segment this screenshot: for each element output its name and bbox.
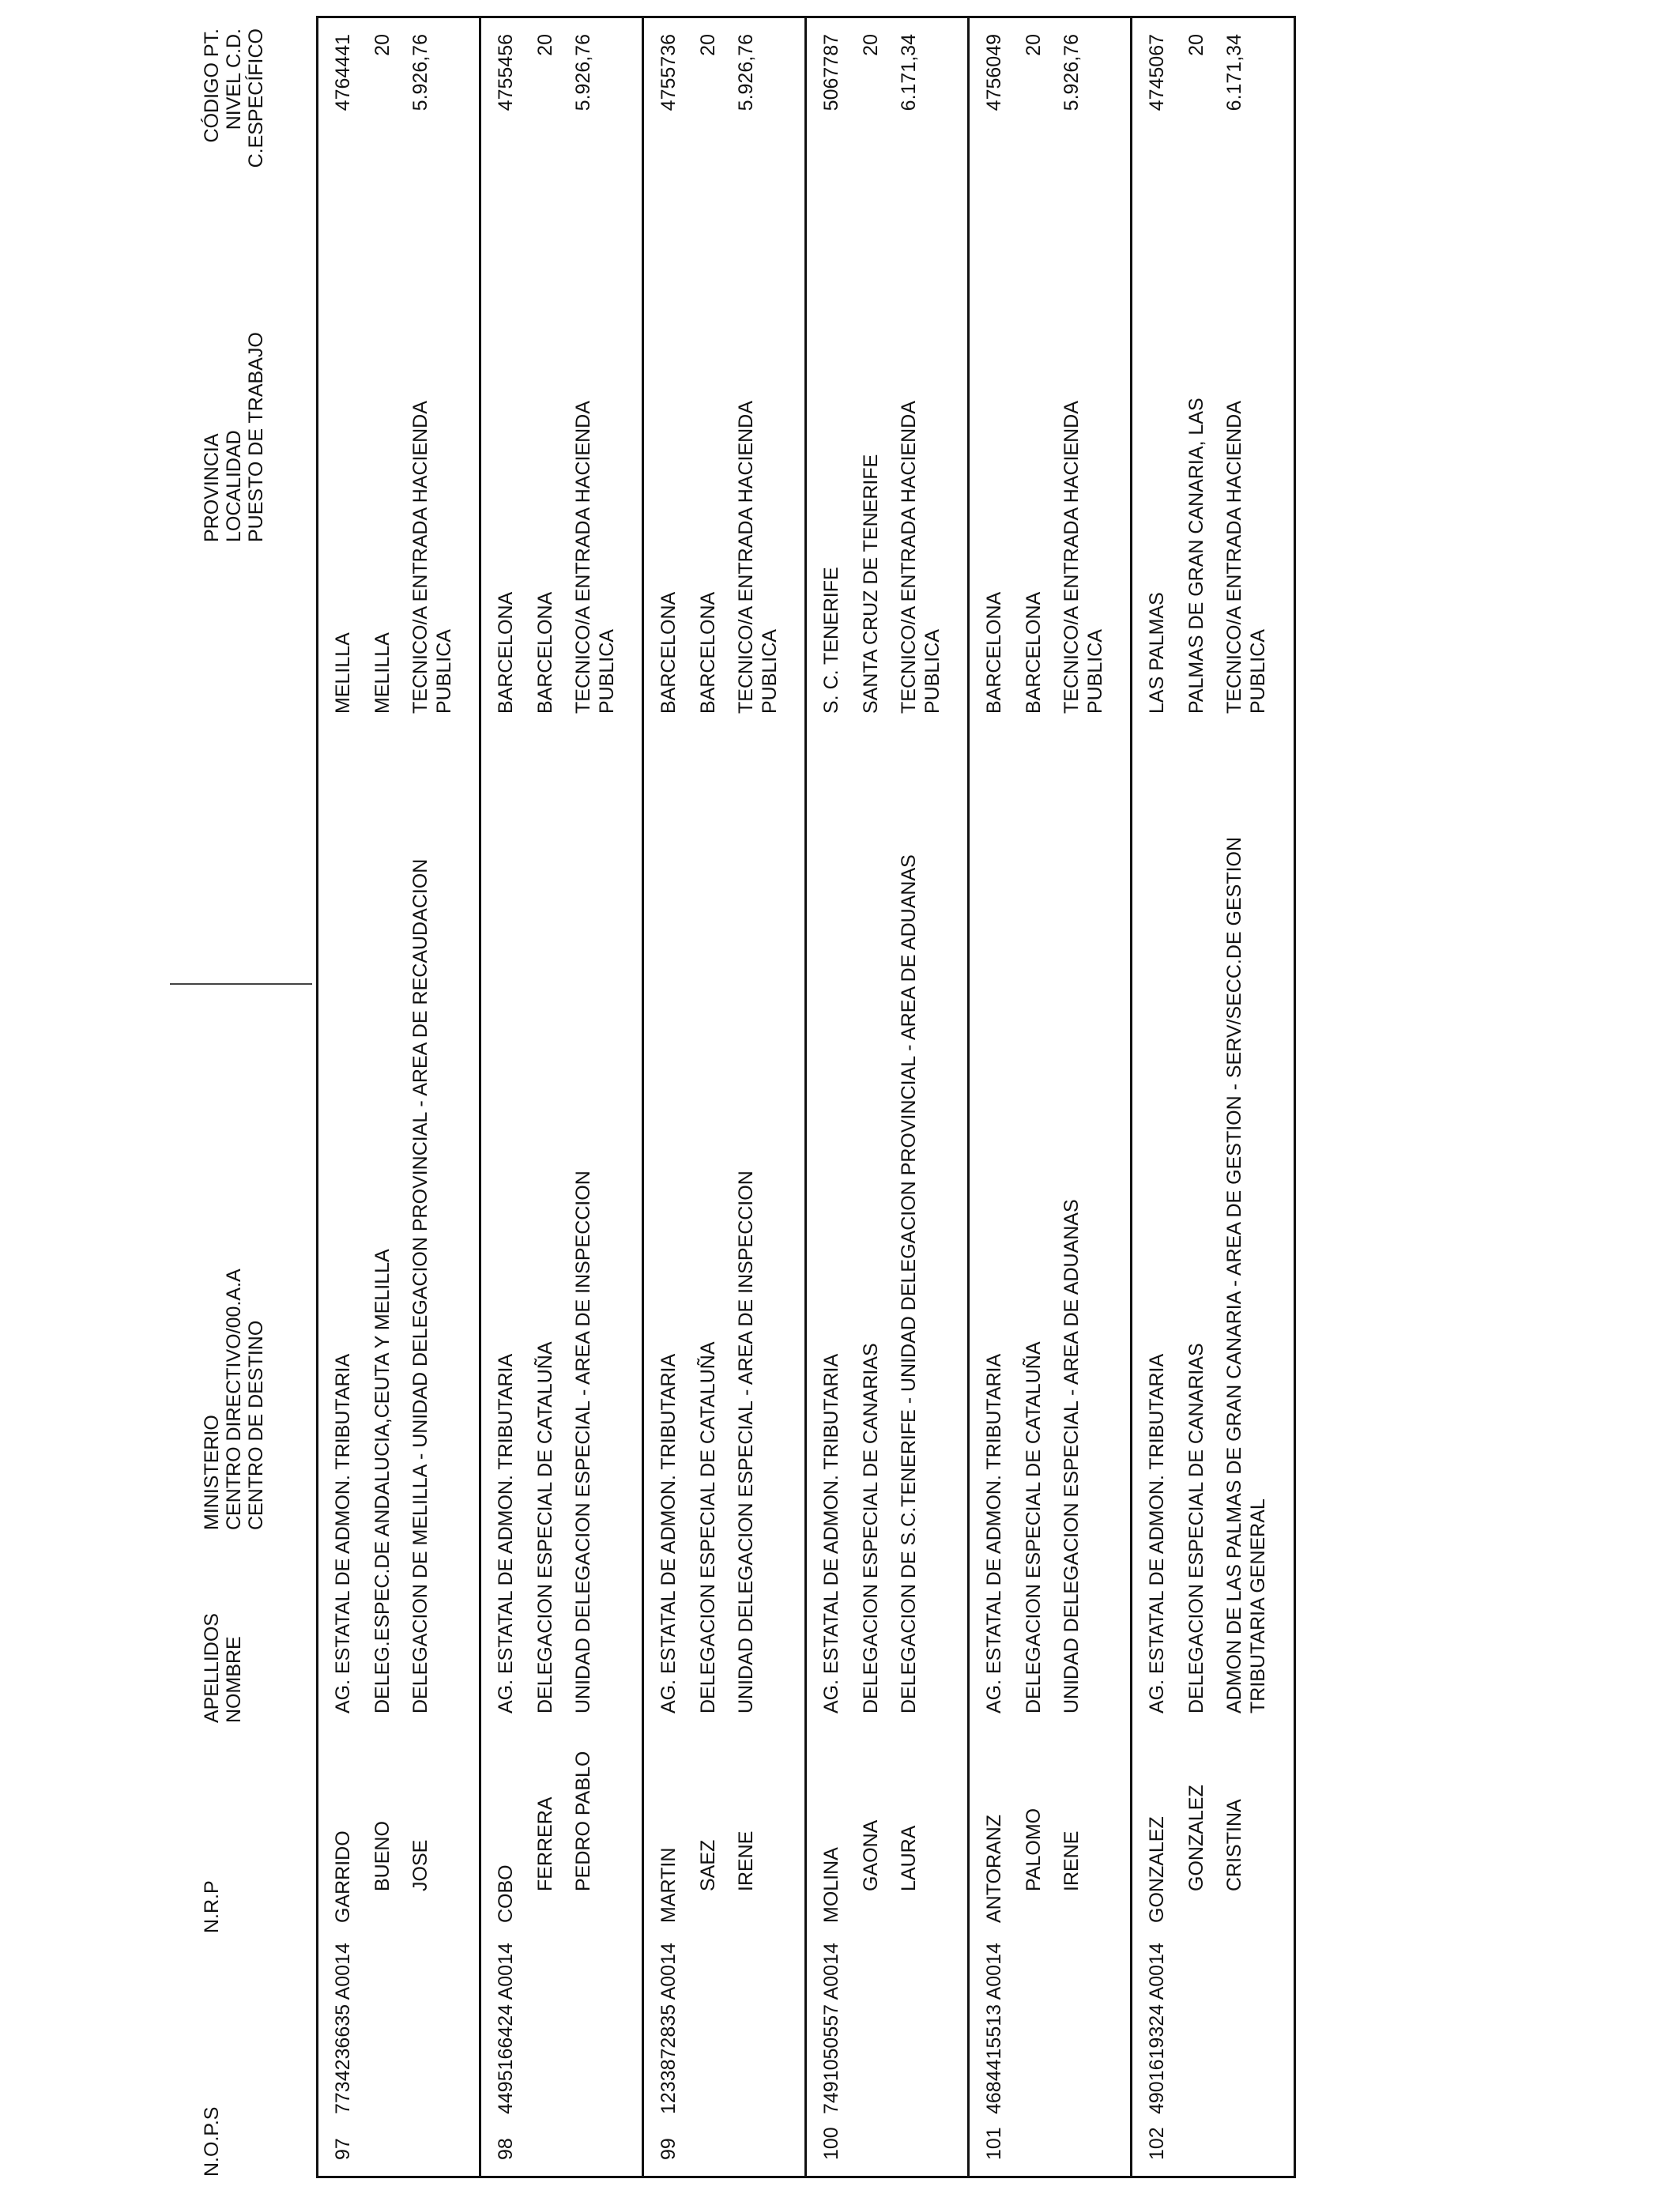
record-apellido1: MOLINA [820,1847,842,1923]
record-puesto: TECNICO/A ENTRADA HACIENDA PUBLICA [1060,401,1106,714]
record-codigo: 4756049 [983,34,1005,111]
header-ministerio-line: MINISTERIO [201,1415,223,1530]
record-centro-directivo: DELEGACION ESPECIAL DE CATALUÑA [534,1341,556,1713]
table-row [644,18,807,2176]
header-nivel-line: NIVEL C.D. [223,28,245,130]
record-centro-destino: ADMON DE LAS PALMAS DE GRAN CANARIA - AREA DE GESTION - SERV/SECC.DE GESTION TRIBUTARIA GENERAL [1223,836,1269,1713]
header-provincia-line: PROVINCIA [201,433,223,542]
record-codigo: 4745067 [1146,34,1168,111]
record-number: 98 [495,2138,517,2160]
record-nrp: 7734236635 A0014 [332,1943,354,2114]
record-puesto: TECNICO/A ENTRADA HACIENDA PUBLICA [572,401,618,714]
header-nops [201,2107,223,2177]
record-ministerio: AG. ESTATAL DE ADMON. TRIBUTARIA [495,1353,517,1713]
record-nivel: 20 [1023,34,1045,56]
record-nombre: CRISTINA [1223,1799,1245,1891]
record-number: 102 [1146,2127,1168,2160]
record-nombre: IRENE [735,1830,757,1891]
record-puesto: TECNICO/A ENTRADA HACIENDA PUBLICA [1223,401,1269,714]
record-localidad: MELILLA [371,632,394,714]
record-nivel: 20 [371,34,394,56]
header-ministerio [201,1269,267,1530]
record-centro-directivo: DELEGACION ESPECIAL DE CATALUÑA [697,1341,719,1713]
header-nombre-line: NOMBRE [223,1636,245,1723]
record-apellido1: COBO [495,1864,517,1923]
record-apellido2: GAONA [860,1819,882,1891]
record-nivel: 20 [697,34,719,56]
record-provincia: BARCELONA [983,591,1005,714]
record-centro-destino: UNIDAD DELEGACION ESPECIAL - AREA DE INSPECCION [735,1171,757,1713]
header-especifico-line: C.ESPECÍFICO [245,28,267,168]
record-provincia: BARCELONA [657,591,680,714]
header-nrp-label: N.R.P [201,1880,223,1933]
record-nrp: 4901619324 A0014 [1146,1943,1168,2114]
record-centro-directivo: DELEGACION ESPECIAL DE CANARIAS [1185,1343,1207,1713]
record-especifico: 5.926,76 [572,34,594,111]
record-apellido1: GONZALEZ [1146,1816,1168,1923]
record-puesto: TECNICO/A ENTRADA HACIENDA PUBLICA [735,401,781,714]
record-nrp: 4684415513 A0014 [983,1943,1005,2114]
record-puesto: TECNICO/A ENTRADA HACIENDA PUBLICA [409,401,455,714]
record-especifico: 5.926,76 [735,34,757,111]
record-apellido2: GONZALEZ [1185,1785,1207,1891]
record-nrp: 4495166424 A0014 [495,1943,517,2114]
record-centro-destino: DELEGACION DE MELILLA - UNIDAD DELEGACION PROVINCIAL - AREA DE RECAUDACION [409,858,431,1713]
header-nrp [201,1880,223,1933]
header-provincia [201,332,267,542]
header-localidad-line: LOCALIDAD [223,430,245,542]
record-ministerio: AG. ESTATAL DE ADMON. TRIBUTARIA [657,1353,680,1713]
record-localidad: BARCELONA [1023,591,1045,714]
record-ministerio: AG. ESTATAL DE ADMON. TRIBUTARIA [332,1353,354,1713]
record-ministerio: AG. ESTATAL DE ADMON. TRIBUTARIA [820,1353,842,1713]
header-puesto-line: PUESTO DE TRABAJO [245,332,267,542]
record-provincia: S. C. TENERIFE [820,567,842,714]
record-centro-destino: UNIDAD DELEGACION ESPECIAL - AREA DE ADUANAS [1060,1199,1083,1713]
record-puesto: TECNICO/A ENTRADA HACIENDA PUBLICA [898,401,944,714]
record-localidad: PALMAS DE GRAN CANARIA, LAS [1185,398,1207,714]
record-especifico: 5.926,76 [1060,34,1083,111]
record-nrp: 1233872835 A0014 [657,1943,680,2114]
header-codigo-line: CÓDIGO PT. [201,28,223,143]
record-nivel: 20 [534,34,556,56]
header-apellidos [201,1613,245,1723]
record-centro-directivo: DELEGACION ESPECIAL DE CATALUÑA [1023,1341,1045,1713]
header-divider-line [170,983,312,985]
record-centro-destino: DELEGACION DE S.C.TENERIFE - UNIDAD DELEGACION PROVINCIAL - AREA DE ADUANAS [898,854,920,1713]
record-nombre: JOSE [409,1839,431,1891]
record-provincia: MELILLA [332,632,354,714]
record-nombre: IRENE [1060,1830,1083,1891]
header-centro-directivo-line: CENTRO DIRECTIVO/00.A.A [223,1269,245,1530]
record-ministerio: AG. ESTATAL DE ADMON. TRIBUTARIA [1146,1353,1168,1713]
table-row [807,18,970,2176]
record-especifico: 5.926,76 [409,34,431,111]
record-localidad: BARCELONA [534,591,556,714]
record-nombre: PEDRO PABLO [572,1751,594,1891]
record-centro-destino: UNIDAD DELEGACION ESPECIAL - AREA DE INSPECCION [572,1171,594,1713]
record-localidad: SANTA CRUZ DE TENERIFE [860,454,882,714]
header-codigo [201,28,267,187]
record-especifico: 6.171,34 [898,34,920,111]
record-provincia: BARCELONA [495,591,517,714]
record-nombre: LAURA [898,1825,920,1891]
record-apellido2: SAEZ [697,1839,719,1891]
record-apellido1: MARTIN [657,1847,680,1923]
record-centro-directivo: DELEG.ESPEC.DE ANDALUCIA,CEUTA Y MELILLA [371,1249,394,1713]
record-number: 99 [657,2138,680,2160]
record-ministerio: AG. ESTATAL DE ADMON. TRIBUTARIA [983,1353,1005,1713]
record-apellido1: GARRIDO [332,1830,354,1923]
record-number: 97 [332,2138,354,2160]
record-codigo: 4755736 [657,34,680,111]
table-row [970,18,1132,2176]
record-nivel: 20 [860,34,882,56]
header-nops-label: N.O.P.S [201,2106,223,2177]
records-table [316,16,1296,2178]
record-number: 101 [983,2127,1005,2160]
record-number: 100 [820,2127,842,2160]
table-row [481,18,644,2176]
record-codigo: 5067787 [820,34,842,111]
record-nivel: 20 [1185,34,1207,56]
record-nrp: 7491050557 A0014 [820,1943,842,2114]
header-apellidos-line: APELLIDOS [201,1613,223,1723]
record-codigo: 4755456 [495,34,517,111]
header-centro-destino-line: CENTRO DE DESTINO [245,1320,267,1530]
record-especifico: 6.171,34 [1223,34,1245,111]
table-row [318,18,481,2176]
record-codigo: 4764441 [332,34,354,111]
record-apellido2: FERRERA [534,1796,556,1891]
table-row [1132,18,1295,2176]
record-apellido2: BUENO [371,1821,394,1891]
record-apellido2: PALOMO [1023,1808,1045,1891]
record-apellido1: ANTORANZ [983,1814,1005,1923]
record-centro-directivo: DELEGACION ESPECIAL DE CANARIAS [860,1343,882,1713]
record-provincia: LAS PALMAS [1146,592,1168,714]
record-localidad: BARCELONA [697,591,719,714]
